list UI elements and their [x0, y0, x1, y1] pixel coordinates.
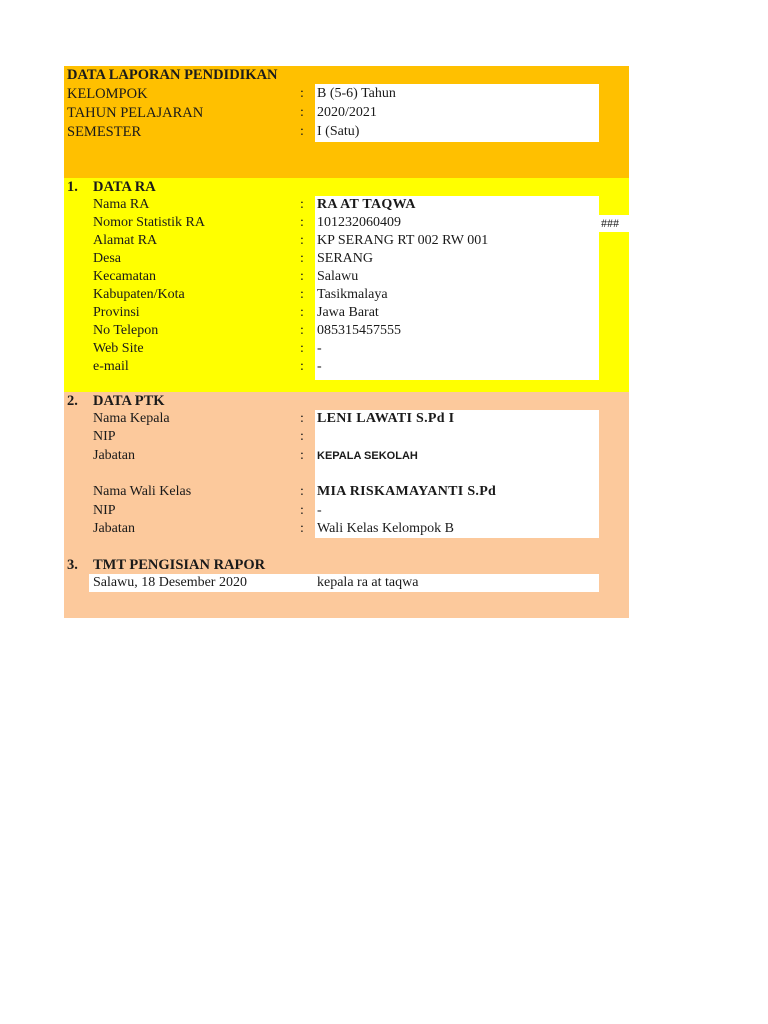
row-value[interactable]: SERANG [317, 251, 374, 266]
row-label: Jabatan [93, 521, 135, 536]
ra-row-nama [64, 196, 629, 214]
row-label: TAHUN PELAJARAN [67, 105, 204, 121]
row-label: Jabatan [93, 448, 135, 463]
row-colon: : [300, 341, 304, 356]
ptk-row-jabatan-kepala [64, 447, 629, 465]
row-value[interactable]: 2020/2021 [317, 105, 377, 120]
report-title: DATA LAPORAN PENDIDIKAN [67, 67, 278, 83]
row-label: e-mail [93, 359, 129, 374]
ra-row-desa [64, 250, 629, 268]
row-value[interactable]: Tasikmalaya [317, 287, 388, 302]
section-title: DATA RA [93, 179, 156, 195]
row-label: Provinsi [93, 305, 140, 320]
header-row-semester [64, 123, 629, 141]
section-data-ra [64, 178, 629, 392]
row-value[interactable]: Wali Kelas Kelompok B [317, 521, 454, 536]
row-value[interactable]: LENI LAWATI S.Pd I [317, 411, 455, 426]
place-date-field[interactable]: Salawu, 18 Desember 2020 [93, 575, 247, 590]
row-colon: : [300, 521, 304, 536]
row-label: Nama Wali Kelas [93, 484, 192, 499]
row-colon: : [300, 269, 304, 284]
row-value[interactable]: MIA RISKAMAYANTI S.Pd [317, 484, 497, 499]
row-colon: : [300, 287, 304, 302]
row-label: Kabupaten/Kota [93, 287, 185, 302]
overflow-marker: ### [601, 216, 619, 230]
section-number: 2. [67, 393, 78, 409]
row-colon: : [300, 86, 304, 101]
row-colon: : [300, 251, 304, 266]
section-title: TMT PENGISIAN RAPOR [93, 557, 266, 573]
row-value[interactable]: KP SERANG RT 002 RW 001 [317, 233, 489, 248]
ra-row-website [64, 340, 629, 358]
header-row-kelompok [64, 85, 629, 103]
row-value[interactable]: - [317, 503, 322, 518]
section-data-ptk [64, 392, 629, 618]
row-value[interactable]: B (5-6) Tahun [317, 86, 396, 101]
ra-row-email [64, 358, 629, 376]
row-label: Alamat RA [93, 233, 158, 248]
row-colon: : [300, 305, 304, 320]
row-label: No Telepon [93, 323, 159, 338]
row-value[interactable]: I (Satu) [317, 124, 360, 139]
ptk-row-nama-kepala [64, 410, 629, 428]
ptk-row-jabatan-wali [64, 520, 629, 538]
row-colon: : [300, 233, 304, 248]
row-value[interactable]: 101232060409 [317, 215, 401, 230]
row-value[interactable]: - [317, 359, 322, 374]
row-label: Nomor Statistik RA [93, 215, 206, 230]
ra-row-telepon [64, 322, 629, 340]
row-value[interactable]: Jawa Barat [317, 305, 379, 320]
row-colon: : [300, 448, 304, 463]
ra-row-kecamatan [64, 268, 629, 286]
row-colon: : [300, 359, 304, 374]
row-label: Desa [93, 251, 121, 266]
ra-row-nomor-statistik [64, 214, 629, 232]
row-label: Web Site [93, 341, 144, 356]
row-label: KELOMPOK [67, 86, 148, 102]
ptk-row-nip-wali [64, 502, 629, 520]
row-label: SEMESTER [67, 124, 142, 140]
section-title: DATA PTK [93, 393, 165, 409]
tmt-row [64, 574, 629, 592]
row-colon: : [300, 323, 304, 338]
ra-row-alamat [64, 232, 629, 250]
row-value[interactable]: KEPALA SEKOLAH [317, 450, 418, 462]
row-colon: : [300, 197, 304, 212]
signer-field[interactable]: kepala ra at taqwa [317, 575, 419, 590]
row-value[interactable]: RA AT TAQWA [317, 197, 416, 212]
ptk-row-nip-kepala [64, 428, 629, 446]
section-number: 1. [67, 179, 78, 195]
row-colon: : [300, 411, 304, 426]
header-row-tahun-pelajaran [64, 104, 629, 122]
header-band [64, 66, 629, 178]
row-label: NIP [93, 429, 116, 444]
row-colon: : [300, 503, 304, 518]
ptk-row-nama-wali [64, 483, 629, 501]
ra-row-kabupaten [64, 286, 629, 304]
report-sheet [64, 66, 629, 618]
row-label: Nama Kepala [93, 411, 170, 426]
row-value[interactable]: 085315457555 [317, 323, 401, 338]
row-colon: : [300, 484, 304, 499]
row-label: NIP [93, 503, 116, 518]
row-value[interactable]: Salawu [317, 269, 359, 284]
section-number: 3. [67, 557, 78, 573]
row-label: Kecamatan [93, 269, 156, 284]
row-value[interactable]: - [317, 341, 322, 356]
row-colon: : [300, 215, 304, 230]
row-label: Nama RA [93, 197, 150, 212]
row-colon: : [300, 429, 304, 444]
row-colon: : [300, 105, 304, 120]
row-colon: : [300, 124, 304, 139]
ra-row-provinsi [64, 304, 629, 322]
